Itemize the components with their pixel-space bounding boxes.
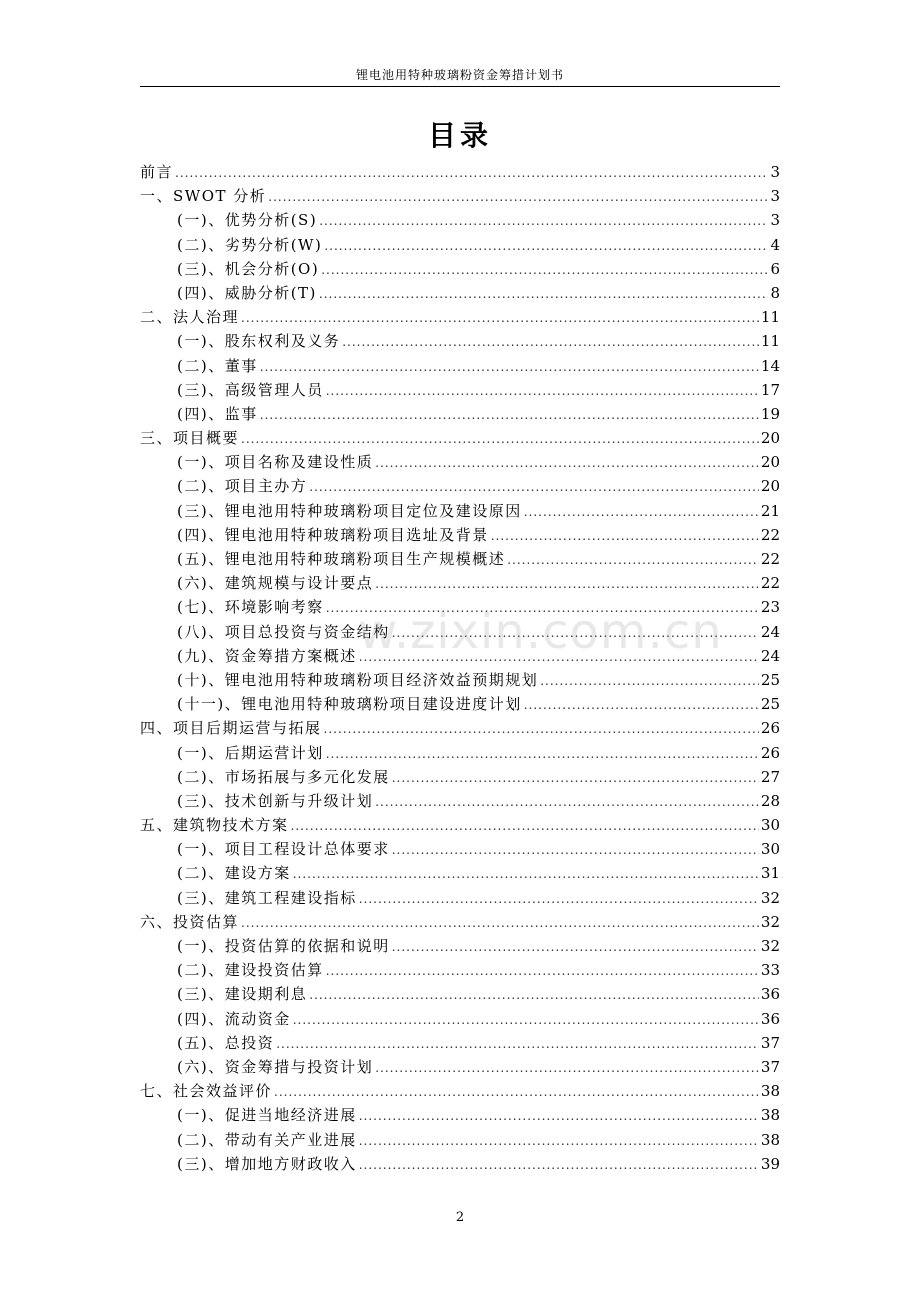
toc-entry[interactable] [140, 741, 780, 765]
toc-entry[interactable] [140, 644, 780, 668]
toc-entry-page: 4 [770, 235, 780, 254]
toc-title: 目录 [427, 119, 492, 152]
toc-entry-title: (三)、技术创新与升级计划 [177, 791, 374, 810]
toc-entry-title: (一)、股东权利及义务 [177, 332, 341, 351]
toc-entry-title: (二)、劣势分析(W) [177, 235, 323, 254]
toc-entry[interactable] [140, 257, 780, 281]
toc-dot-leader [326, 959, 759, 983]
toc-entry-title: (一)、优势分析(S) [177, 211, 318, 230]
toc-entry[interactable] [140, 499, 780, 523]
toc-entry[interactable] [140, 160, 780, 184]
toc-entry[interactable] [140, 523, 780, 547]
watermark: w.zixin.com.cn [358, 604, 723, 660]
toc-entry[interactable] [140, 1128, 780, 1152]
toc-entry[interactable] [140, 402, 780, 426]
toc-entry[interactable] [140, 692, 780, 716]
toc-entry[interactable] [140, 934, 780, 958]
toc-dot-leader [276, 1032, 759, 1056]
toc-entry-page: 36 [760, 985, 780, 1004]
toc-dot-leader [321, 258, 768, 282]
toc-dot-leader [324, 234, 768, 258]
toc-dot-leader [319, 282, 769, 306]
toc-entry-title: (四)、威胁分析(T) [177, 283, 317, 302]
toc-dot-leader [392, 621, 759, 645]
toc-entry-title: (七)、环境影响考察 [177, 598, 324, 617]
toc-dot-leader [241, 306, 759, 330]
toc-entry-title: (三)、锂电池用特种玻璃粉项目定位及建设原因 [177, 501, 522, 520]
toc-entry-title: 七、社会效益评价 [140, 1082, 273, 1101]
toc-entry-page: 11 [760, 332, 780, 351]
toc-entry-title: (九)、资金筹措方案概述 [177, 646, 357, 665]
toc-entry-title: 六、投资估算 [140, 912, 240, 931]
toc-entry-page: 30 [760, 816, 780, 835]
toc-entry-title: 五、建筑物技术方案 [140, 816, 289, 835]
toc-dot-leader [359, 887, 759, 911]
toc-entry[interactable] [140, 450, 780, 474]
toc-entry-page: 28 [760, 791, 780, 810]
toc-entry-page: 11 [760, 308, 780, 327]
toc-entry[interactable] [140, 1152, 780, 1176]
toc-entry-page: 27 [760, 767, 780, 786]
toc-entry[interactable] [140, 474, 780, 498]
toc-entry-page: 14 [760, 356, 780, 375]
toc-entry[interactable] [140, 1079, 780, 1103]
toc-entry-page: 25 [760, 670, 780, 689]
toc-dot-leader [524, 500, 759, 524]
toc-dot-leader [507, 548, 759, 572]
toc-entry-title: (一)、后期运营计划 [177, 743, 324, 762]
toc-entry[interactable] [140, 861, 780, 885]
toc-dot-leader [392, 766, 759, 790]
toc-dot-leader [392, 838, 759, 862]
toc-entry-title: 三、项目概要 [140, 429, 240, 448]
toc-entry-page: 20 [760, 453, 780, 472]
toc-entry-title: (六)、资金筹措与投资计划 [177, 1057, 374, 1076]
toc-entry-page: 6 [770, 259, 780, 278]
toc-entry-page: 31 [760, 864, 780, 883]
toc-entry-title: 一、SWOT 分析 [140, 187, 267, 206]
toc-entry[interactable] [140, 765, 780, 789]
toc-dot-leader [241, 427, 759, 451]
toc-entry-page: 32 [760, 888, 780, 907]
toc-entry[interactable] [140, 1055, 780, 1079]
toc-dot-leader [326, 742, 759, 766]
toc-entry-page: 19 [760, 404, 780, 423]
toc-dot-leader [540, 669, 759, 693]
toc-dot-leader [326, 596, 759, 620]
toc-entry-page: 22 [760, 550, 780, 568]
toc-entry[interactable] [140, 1007, 780, 1031]
toc-dot-leader [392, 935, 759, 959]
toc-entry-page: 20 [760, 477, 780, 496]
running-header: 锂电池用特种玻璃粉资金筹措计划书 [355, 68, 564, 82]
toc-entry-title: (三)、建筑工程建设指标 [177, 888, 357, 907]
toc-entry-page: 33 [760, 961, 780, 980]
toc-entry-title: (二)、项目主办方 [177, 477, 308, 496]
toc-entry-page: 26 [760, 719, 780, 738]
toc-dot-leader [268, 185, 768, 209]
toc-dot-leader [260, 355, 759, 379]
toc-entry-title: (二)、建设方案 [177, 864, 291, 883]
toc-dot-leader [375, 790, 759, 814]
toc-dot-leader [293, 862, 759, 886]
toc-dot-leader [309, 475, 759, 499]
toc-entry[interactable] [140, 716, 780, 740]
toc-entry-page: 38 [760, 1130, 780, 1149]
toc-entry-title: (二)、带动有关产业进展 [177, 1130, 357, 1149]
toc-entry-title: (五)、锂电池用特种玻璃粉项目生产规模概述 [177, 550, 506, 568]
toc-entry-page: 26 [760, 743, 780, 762]
toc-entry-title: (三)、高级管理人员 [177, 380, 324, 399]
toc-entry[interactable] [140, 281, 780, 305]
toc-entry-page: 30 [760, 840, 780, 859]
toc-entry-title: (三)、建设期利息 [177, 985, 308, 1004]
toc-entry-page: 17 [760, 380, 780, 399]
toc-entry-title: (一)、项目工程设计总体要求 [177, 840, 390, 859]
toc-entry-page: 20 [760, 429, 780, 448]
toc-entry-title: (二)、董事 [177, 356, 258, 375]
toc-dot-leader [359, 1153, 759, 1177]
toc-entry-title: (五)、总投资 [177, 1033, 275, 1052]
toc-entry-page: 37 [760, 1057, 780, 1076]
toc-entry[interactable] [140, 378, 780, 402]
toc-entry-page: 38 [760, 1082, 780, 1101]
toc-entry-title: (三)、增加地方财政收入 [177, 1154, 357, 1173]
toc-entry[interactable] [140, 910, 780, 934]
toc-entry[interactable] [140, 354, 780, 378]
toc-dot-leader [291, 814, 759, 838]
toc-dot-leader [359, 1129, 759, 1153]
toc-entry-page: 39 [760, 1154, 780, 1173]
toc-entry-page: 3 [770, 163, 780, 181]
toc-entry-page: 38 [760, 1106, 780, 1125]
toc-dot-leader [524, 693, 759, 717]
toc-dot-leader [491, 524, 759, 548]
toc-entry[interactable] [140, 233, 780, 257]
toc-entry-page: 22 [760, 525, 780, 544]
toc-entry[interactable] [140, 789, 780, 813]
page-number: 2 [455, 1210, 465, 1225]
toc-entry-page: 23 [760, 598, 780, 617]
toc-entry-page: 3 [770, 187, 780, 206]
toc-entry-page: 22 [760, 574, 780, 593]
toc-entry[interactable] [140, 982, 780, 1006]
toc-dot-leader [326, 379, 759, 403]
toc-dot-leader [319, 209, 768, 233]
toc-entry[interactable] [140, 329, 780, 353]
toc-entry-title: 二、法人治理 [140, 308, 240, 327]
toc-entry-title: (四)、锂电池用特种玻璃粉项目选址及背景 [177, 525, 489, 544]
toc-entry-page: 24 [760, 646, 780, 665]
toc-entry[interactable] [140, 305, 780, 329]
toc-entry-page: 25 [760, 695, 780, 714]
toc-entry-title: (四)、流动资金 [177, 1009, 291, 1028]
toc-entry[interactable] [140, 547, 780, 571]
toc-entry[interactable] [140, 813, 780, 837]
toc-entry-page: 21 [760, 501, 780, 520]
toc-entry[interactable] [140, 1103, 780, 1127]
toc-entry[interactable] [140, 958, 780, 982]
toc-entry[interactable] [140, 1031, 780, 1055]
toc-entry[interactable] [140, 184, 780, 208]
toc-dot-leader [241, 911, 759, 935]
toc-dot-leader [375, 572, 759, 596]
toc-entry-title: (六)、建筑规模与设计要点 [177, 574, 374, 593]
toc-dot-leader [375, 451, 759, 475]
toc-entry[interactable] [140, 208, 780, 232]
toc-dot-leader [293, 1008, 759, 1032]
toc-dot-leader [359, 645, 759, 669]
toc-entry-page: 37 [760, 1033, 780, 1052]
toc-entry[interactable] [140, 571, 780, 595]
toc-dot-leader [175, 161, 768, 185]
toc-dot-leader [324, 717, 759, 741]
toc-dot-leader [342, 330, 759, 354]
toc-entry-title: (十一)、锂电池用特种玻璃粉项目建设进度计划 [177, 695, 522, 714]
toc-dot-leader [274, 1080, 759, 1104]
toc-entry[interactable] [140, 668, 780, 692]
header-rule [140, 86, 780, 87]
toc-dot-leader [375, 1056, 759, 1080]
toc-entry-page: 8 [770, 283, 780, 302]
toc-entry-page: 24 [760, 622, 780, 641]
toc-entry-page: 36 [760, 1009, 780, 1028]
toc-entry-title: (一)、促进当地经济进展 [177, 1106, 357, 1125]
toc-entry[interactable] [140, 837, 780, 861]
toc-entry[interactable] [140, 620, 780, 644]
toc-entry-title: (一)、投资估算的依据和说明 [177, 937, 390, 955]
toc-entry-title: (八)、项目总投资与资金结构 [177, 622, 390, 641]
toc-entry-title: 前言 [140, 163, 174, 181]
toc-dot-leader [260, 403, 759, 427]
toc-dot-leader [359, 1104, 759, 1128]
toc-entry-title: (十)、锂电池用特种玻璃粉项目经济效益预期规划 [177, 670, 539, 689]
toc-entry-page: 32 [760, 912, 780, 931]
toc-entry[interactable] [140, 426, 780, 450]
toc-entry[interactable] [140, 595, 780, 619]
toc-entry-title: (四)、监事 [177, 404, 258, 423]
toc-entry-page: 3 [770, 211, 780, 230]
toc-dot-leader [309, 983, 759, 1007]
toc-entry-title: (三)、机会分析(O) [177, 259, 320, 278]
toc-entry-title: (一)、项目名称及建设性质 [177, 453, 374, 472]
toc-entry-title: 四、项目后期运营与拓展 [140, 719, 322, 738]
toc-entry-title: (二)、市场拓展与多元化发展 [177, 767, 390, 786]
toc-entry-page: 32 [760, 937, 780, 955]
table-of-contents [140, 160, 780, 1176]
toc-entry[interactable] [140, 886, 780, 910]
toc-entry-title: (二)、建设投资估算 [177, 961, 324, 980]
